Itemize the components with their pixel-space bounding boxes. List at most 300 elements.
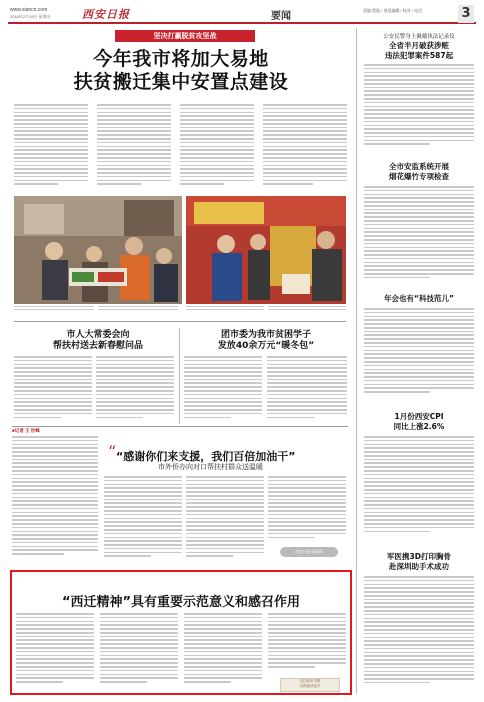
text-line — [364, 353, 474, 355]
text-line — [267, 398, 347, 400]
text-line — [364, 659, 474, 661]
text-line — [364, 109, 474, 111]
text-line — [16, 655, 94, 657]
text-line — [104, 540, 182, 542]
text-line — [364, 466, 474, 468]
news-photo-right[interactable] — [186, 196, 346, 304]
text-line — [263, 108, 347, 110]
text-line — [184, 356, 262, 358]
text-line — [364, 90, 474, 92]
text-line — [364, 584, 474, 586]
lead-body-col3 — [180, 104, 254, 194]
text-line — [364, 68, 474, 70]
text-line — [12, 500, 98, 502]
text-line — [268, 537, 315, 539]
story-youth-col2 — [267, 356, 347, 424]
text-line — [12, 489, 98, 491]
read-more-pill[interactable]: 西安日报新闻网 — [280, 547, 338, 557]
text-line — [14, 161, 88, 163]
text-line — [364, 319, 474, 321]
text-line — [184, 674, 262, 676]
text-line — [364, 599, 474, 601]
caption-line — [14, 306, 94, 307]
text-line — [268, 502, 346, 504]
text-line — [14, 379, 92, 381]
text-line — [97, 157, 171, 159]
lead-body-col1 — [14, 104, 88, 194]
text-line — [104, 510, 182, 512]
thanks-left-col — [12, 436, 98, 568]
text-line — [100, 666, 178, 668]
site-url[interactable]: www.xiancn.com — [10, 7, 48, 13]
text-line — [16, 681, 63, 683]
text-line — [12, 481, 98, 483]
text-line — [12, 527, 98, 529]
text-line — [263, 146, 347, 148]
text-line — [184, 677, 262, 679]
text-line — [97, 130, 171, 132]
text-line — [180, 165, 254, 167]
text-line — [12, 474, 98, 476]
text-line — [364, 262, 474, 264]
text-line — [180, 130, 254, 132]
text-line — [364, 197, 474, 199]
text-line — [364, 136, 474, 138]
text-line — [184, 401, 262, 403]
text-line — [186, 544, 264, 546]
story-youth-title[interactable] — [184, 330, 348, 352]
side-column — [360, 28, 476, 696]
text-line — [364, 365, 474, 367]
side-story4-title-line1: 1月份西安CPI — [394, 412, 444, 421]
text-line — [12, 466, 98, 468]
text-line — [364, 350, 474, 352]
caption-line — [186, 309, 264, 310]
text-line — [364, 140, 474, 142]
text-line — [184, 632, 262, 634]
text-line — [364, 474, 474, 476]
text-line — [96, 390, 174, 392]
text-line — [364, 224, 474, 226]
text-line — [97, 115, 171, 117]
text-line — [180, 183, 224, 185]
text-line — [364, 391, 430, 393]
text-line — [14, 112, 88, 114]
text-line — [364, 113, 474, 115]
text-line — [97, 146, 171, 148]
text-line — [263, 104, 347, 106]
text-line — [100, 658, 178, 660]
text-line — [180, 157, 254, 159]
text-line — [96, 364, 174, 366]
text-line — [184, 394, 262, 396]
text-line — [364, 346, 474, 348]
text-line — [97, 183, 141, 185]
text-line — [263, 168, 347, 170]
text-line — [364, 671, 474, 673]
text-line — [364, 621, 474, 623]
text-line — [184, 413, 262, 415]
story-npc-title-line1: 市人大常委会向 — [66, 330, 130, 340]
text-line — [100, 636, 178, 638]
text-line — [263, 142, 347, 144]
text-line — [364, 128, 474, 130]
text-line — [364, 98, 474, 100]
text-line — [14, 382, 92, 384]
text-line — [14, 413, 92, 415]
text-line — [14, 401, 92, 403]
text-line — [364, 663, 474, 665]
text-line — [104, 484, 182, 486]
text-line — [104, 537, 182, 539]
text-line — [96, 398, 174, 400]
story-npc-col1 — [14, 356, 92, 424]
text-line — [184, 624, 262, 626]
text-line — [97, 176, 171, 178]
text-line — [12, 447, 98, 449]
text-line — [14, 157, 88, 159]
text-line — [97, 142, 171, 144]
text-line — [364, 459, 474, 461]
text-line — [364, 531, 430, 533]
story-youth-col1 — [184, 356, 262, 424]
text-line — [364, 614, 474, 616]
side-story3-title[interactable]: 年会也有“科技范儿” — [384, 294, 454, 303]
text-line — [364, 357, 474, 359]
text-line — [364, 334, 474, 336]
text-line — [184, 367, 262, 369]
text-line — [97, 123, 171, 125]
text-line — [100, 647, 178, 649]
text-line — [14, 119, 88, 121]
text-line — [100, 670, 178, 672]
text-line — [186, 487, 264, 489]
text-line — [364, 258, 474, 260]
text-line — [186, 529, 264, 531]
text-line — [184, 405, 262, 407]
text-line — [180, 119, 254, 121]
text-line — [16, 674, 94, 676]
text-line — [364, 648, 474, 650]
text-line — [97, 153, 171, 155]
text-line — [104, 555, 151, 557]
text-line — [364, 610, 474, 612]
side-story4-body — [364, 436, 474, 540]
text-line — [364, 121, 474, 123]
text-line — [364, 478, 474, 480]
text-line — [16, 647, 94, 649]
text-line — [186, 514, 264, 516]
side-story3-body — [364, 308, 474, 400]
text-line — [364, 497, 474, 499]
text-line — [364, 235, 474, 237]
text-line — [14, 398, 92, 400]
text-line — [268, 636, 346, 638]
divider-2 — [12, 426, 348, 427]
text-line — [263, 134, 347, 136]
text-line — [267, 386, 347, 388]
text-line — [364, 512, 474, 514]
text-line — [97, 138, 171, 140]
text-line — [14, 409, 92, 411]
text-line — [364, 372, 474, 374]
text-line — [364, 440, 474, 442]
text-line — [184, 417, 231, 419]
text-line — [263, 157, 347, 159]
text-line — [12, 515, 98, 517]
text-line — [104, 529, 182, 531]
thanks-story-subtitle: 市外侨办向对口帮扶村群众送温暖 — [158, 463, 263, 471]
text-line — [184, 681, 231, 683]
text-line — [364, 102, 474, 104]
text-line — [184, 379, 262, 381]
text-line — [364, 243, 474, 245]
text-line — [186, 548, 264, 550]
text-line — [364, 231, 474, 233]
text-line — [16, 617, 94, 619]
issue-date: 2016年2月19日 星期五 — [10, 14, 51, 19]
side-story2-title[interactable] — [364, 162, 474, 181]
text-line — [268, 487, 346, 489]
text-line — [180, 149, 254, 151]
text-line — [268, 533, 346, 535]
text-line — [96, 356, 174, 358]
text-line — [14, 394, 92, 396]
text-line — [180, 134, 254, 136]
text-line — [268, 529, 346, 531]
highlight-body-col3 — [184, 613, 262, 691]
lead-body-col4 — [263, 104, 347, 194]
text-line — [268, 621, 346, 623]
text-line — [267, 364, 347, 366]
thanks-story-title[interactable]: “感谢你们来支援，我们百倍加油干” — [116, 450, 296, 463]
text-line — [12, 504, 98, 506]
text-line — [14, 371, 92, 373]
text-line — [96, 379, 174, 381]
text-line — [180, 115, 254, 117]
text-line — [184, 636, 262, 638]
text-line — [96, 417, 143, 419]
lead-body-col2 — [97, 104, 171, 194]
text-line — [364, 186, 474, 188]
qr-promo[interactable] — [280, 678, 340, 692]
text-line — [263, 153, 347, 155]
text-line — [184, 371, 262, 373]
text-line — [267, 394, 347, 396]
text-line — [268, 643, 346, 645]
text-line — [364, 265, 474, 267]
text-line — [180, 138, 254, 140]
text-line — [364, 640, 474, 642]
text-line — [184, 628, 262, 630]
text-line — [16, 651, 94, 653]
text-line — [268, 655, 346, 657]
text-line — [14, 417, 61, 419]
text-line — [100, 613, 178, 615]
text-line — [100, 639, 178, 641]
text-line — [186, 476, 264, 478]
text-line — [184, 662, 262, 664]
text-line — [268, 639, 346, 641]
text-line — [100, 651, 178, 653]
text-line — [16, 636, 94, 638]
side-story2-body — [364, 186, 474, 286]
text-line — [96, 401, 174, 403]
story-npc-title[interactable] — [18, 330, 178, 352]
text-line — [364, 269, 474, 271]
text-line — [364, 523, 474, 525]
text-line — [104, 491, 182, 493]
text-line — [184, 398, 262, 400]
text-line — [100, 624, 178, 626]
text-line — [364, 239, 474, 241]
text-line — [364, 83, 474, 85]
highlighted-story-title[interactable]: “西迁精神”具有重要示范意义和感召作用 — [61, 595, 301, 610]
text-line — [12, 508, 98, 510]
text-line — [12, 455, 98, 457]
news-photo-left[interactable] — [14, 196, 182, 304]
text-line — [364, 652, 474, 654]
text-line — [12, 470, 98, 472]
text-line — [184, 386, 262, 388]
text-line — [16, 643, 94, 645]
text-line — [184, 375, 262, 377]
text-line — [14, 153, 88, 155]
text-line — [268, 613, 346, 615]
text-line — [184, 666, 262, 668]
text-line — [364, 247, 474, 249]
text-line — [12, 440, 98, 442]
text-line — [364, 637, 474, 639]
text-line — [364, 629, 474, 631]
text-line — [364, 384, 474, 386]
text-line — [184, 621, 262, 623]
reporter-byline: ■记者 王 世峰 — [12, 428, 40, 433]
text-line — [96, 405, 174, 407]
text-line — [100, 628, 178, 630]
text-line — [268, 662, 346, 664]
text-line — [364, 602, 474, 604]
text-line — [263, 161, 347, 163]
text-line — [14, 356, 92, 358]
side-story4-title-line2: 同比上涨2.6% — [393, 421, 445, 431]
lead-headline[interactable] — [22, 48, 340, 94]
text-line — [104, 548, 182, 550]
text-line — [364, 132, 474, 134]
text-line — [267, 379, 347, 381]
text-line — [100, 662, 178, 664]
text-line — [180, 172, 254, 174]
text-line — [364, 312, 474, 314]
side-story4-title[interactable] — [364, 412, 474, 431]
text-line — [186, 525, 264, 527]
text-line — [364, 462, 474, 464]
text-line — [184, 658, 262, 660]
text-line — [14, 386, 92, 388]
text-line — [16, 628, 94, 630]
text-line — [364, 470, 474, 472]
text-line — [97, 161, 171, 163]
text-line — [104, 476, 182, 478]
text-line — [180, 104, 254, 106]
lead-headline-line1: 今年我市将加大易地 — [93, 48, 269, 70]
text-line — [364, 342, 474, 344]
text-line — [263, 123, 347, 125]
text-line — [12, 531, 98, 533]
text-line — [14, 367, 92, 369]
side-story5-title[interactable] — [364, 552, 474, 571]
text-line — [186, 480, 264, 482]
text-line — [364, 678, 474, 680]
text-line — [180, 108, 254, 110]
text-line — [97, 172, 171, 174]
text-line — [14, 183, 58, 185]
highlight-body-col4 — [268, 613, 346, 675]
story-npc-col2 — [96, 356, 174, 424]
text-line — [12, 444, 98, 446]
text-line — [100, 621, 178, 623]
text-line — [364, 331, 474, 333]
text-line — [184, 639, 262, 641]
text-line — [364, 436, 474, 438]
text-line — [12, 553, 64, 555]
text-line — [180, 176, 254, 178]
section-title: 要闻 — [271, 11, 291, 22]
text-line — [364, 447, 474, 449]
newspaper-logo: 西安日报 — [82, 8, 130, 21]
text-line — [364, 205, 474, 207]
text-line — [184, 617, 262, 619]
text-line — [14, 405, 92, 407]
text-line — [268, 521, 346, 523]
text-line — [364, 117, 474, 119]
text-line — [96, 382, 174, 384]
text-line — [263, 149, 347, 151]
text-line — [97, 134, 171, 136]
text-line — [12, 519, 98, 521]
text-line — [267, 401, 347, 403]
text-line — [364, 190, 474, 192]
text-line — [263, 127, 347, 129]
text-line — [364, 316, 474, 318]
text-line — [14, 364, 92, 366]
text-line — [267, 371, 347, 373]
text-line — [104, 518, 182, 520]
text-line — [100, 632, 178, 634]
text-line — [364, 327, 474, 329]
text-line — [267, 356, 347, 358]
text-line — [96, 371, 174, 373]
caption-line — [186, 306, 264, 307]
side-story1-title[interactable] — [364, 41, 474, 60]
text-line — [97, 168, 171, 170]
text-line — [364, 485, 474, 487]
text-line — [263, 112, 347, 114]
highlight-body-col1 — [16, 613, 94, 691]
text-line — [14, 115, 88, 117]
text-line — [14, 134, 88, 136]
text-line — [268, 658, 346, 660]
side-story1-title-line2: 违法犯罪案件587起 — [384, 50, 454, 60]
text-line — [268, 651, 346, 653]
text-line — [364, 455, 474, 457]
side-column-divider — [356, 28, 357, 694]
text-line — [268, 628, 346, 630]
text-line — [180, 153, 254, 155]
text-line — [364, 519, 474, 521]
text-line — [97, 119, 171, 121]
text-line — [14, 172, 88, 174]
